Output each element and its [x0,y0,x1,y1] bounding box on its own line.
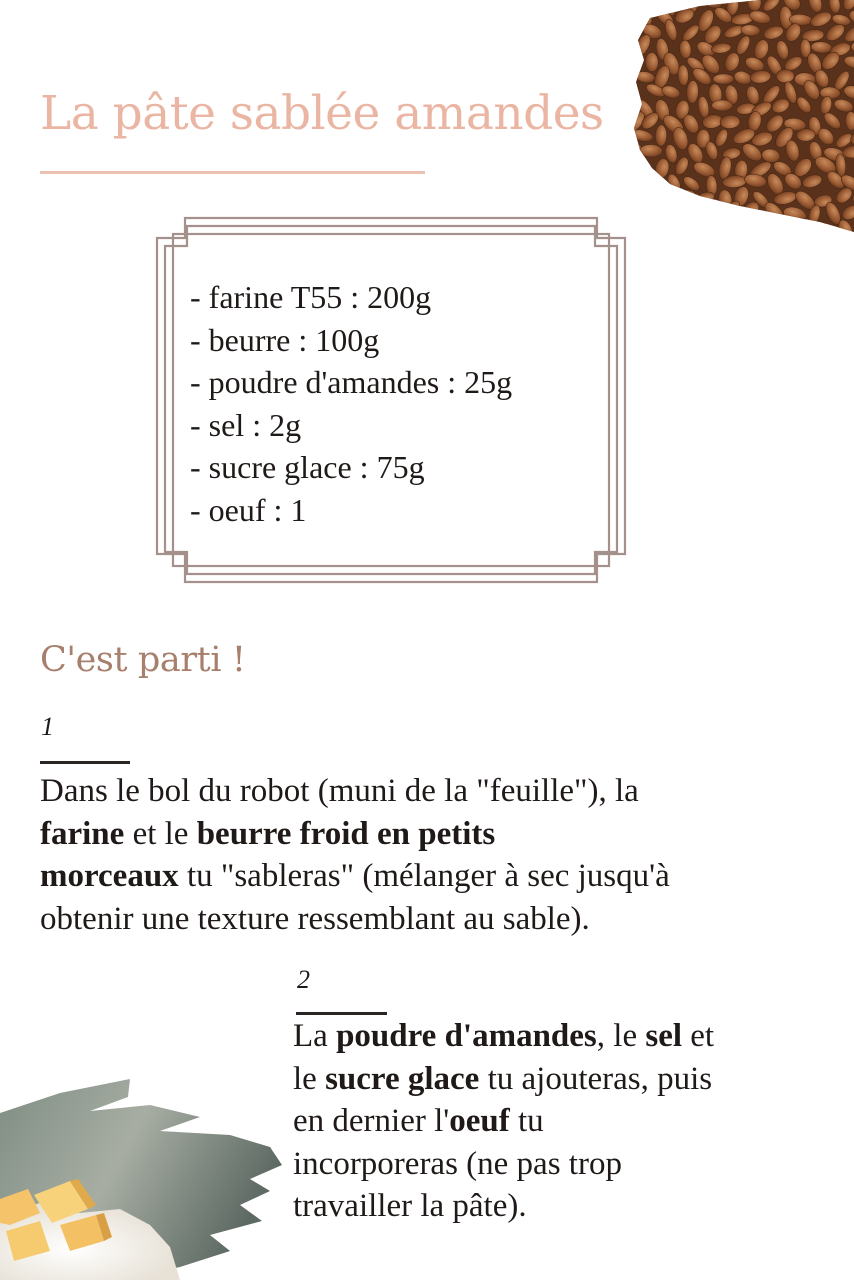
step-text-span: tu ajouteras, puis [479,1060,713,1097]
step-number: 1 [41,712,54,741]
almond-shape [630,205,640,218]
almond-shape [776,69,794,83]
step-text-span: Dans le bol du robot (muni de la "feuille"), la [40,773,639,809]
almond-shape [702,202,729,224]
ingredient-item: - sucre glace : 75g [190,449,425,485]
almond-shape [633,190,655,210]
almond-shape [645,52,658,72]
ingredient-item: - oeuf : 1 [190,491,307,528]
step-text-span: incorporeras (ne pas trop [293,1145,622,1182]
almond-shape [642,206,662,222]
almond-shape [630,52,637,76]
almond-shape [774,217,795,236]
ingredients-list [190,276,512,531]
almond-shape [730,212,756,236]
step-text-span: le [293,1060,326,1097]
almond-shape [662,198,686,224]
almond-shape [712,100,733,111]
step-text-span: tu [509,1103,544,1139]
almonds-image [630,0,854,236]
almond-shape [644,0,662,13]
almond-shape [687,201,704,226]
almond-shape [630,0,640,14]
almond-shape [643,173,657,195]
almond-shape [639,144,662,157]
ingredient-item: - beurre : 100g [190,321,380,358]
almond-shape [676,220,696,231]
ingredient-item: - sel : 2g [190,406,302,443]
almond-shape [635,220,657,236]
almond-shape [715,218,737,233]
step-text-span: tu "sableras" (mélanger à sec jusqu'à [178,858,670,894]
ingredient-item: - farine T55 : 200g [190,279,432,315]
step-text-span: , le [596,1018,646,1054]
almond-shape [749,217,773,235]
step-text-bold: oeuf [449,1103,510,1139]
page-title: La pâte sablée amandes [40,86,604,141]
butter-flour-image [0,1075,285,1280]
step-text-bold: morceaux [40,858,179,894]
ingredient-item: - poudre d'amandes : 25g [190,364,513,400]
title-underline [40,171,425,174]
step-text-bold: sucre glace [325,1060,480,1097]
step-text-bold: farine [40,815,125,852]
almond-shape [630,81,637,103]
step-text-span: obtenir une texture ressemblant au sable). [40,900,590,937]
almond-shape [652,214,674,236]
step-number: 2 [297,965,310,994]
section-title: C'est parti ! [40,640,246,680]
almond-shape [652,184,675,207]
step-text-bold: poudre d'amandes [336,1018,597,1054]
step-text-span: et [682,1018,715,1054]
almond-shape [630,172,643,196]
step-text-span: et le [124,815,197,852]
step-1-text [40,770,800,940]
almond-shape [713,74,734,84]
step-text-span: en dernier l' [293,1103,450,1139]
step-rule [40,761,130,764]
step-text-bold: sel [645,1018,683,1054]
step-text-span: travailler la pâte). [293,1188,527,1224]
almond-shape [695,214,712,236]
step-text-span: La [293,1018,337,1054]
step-text-bold: beurre froid en petits [196,815,496,852]
step-2-text [293,1015,833,1228]
